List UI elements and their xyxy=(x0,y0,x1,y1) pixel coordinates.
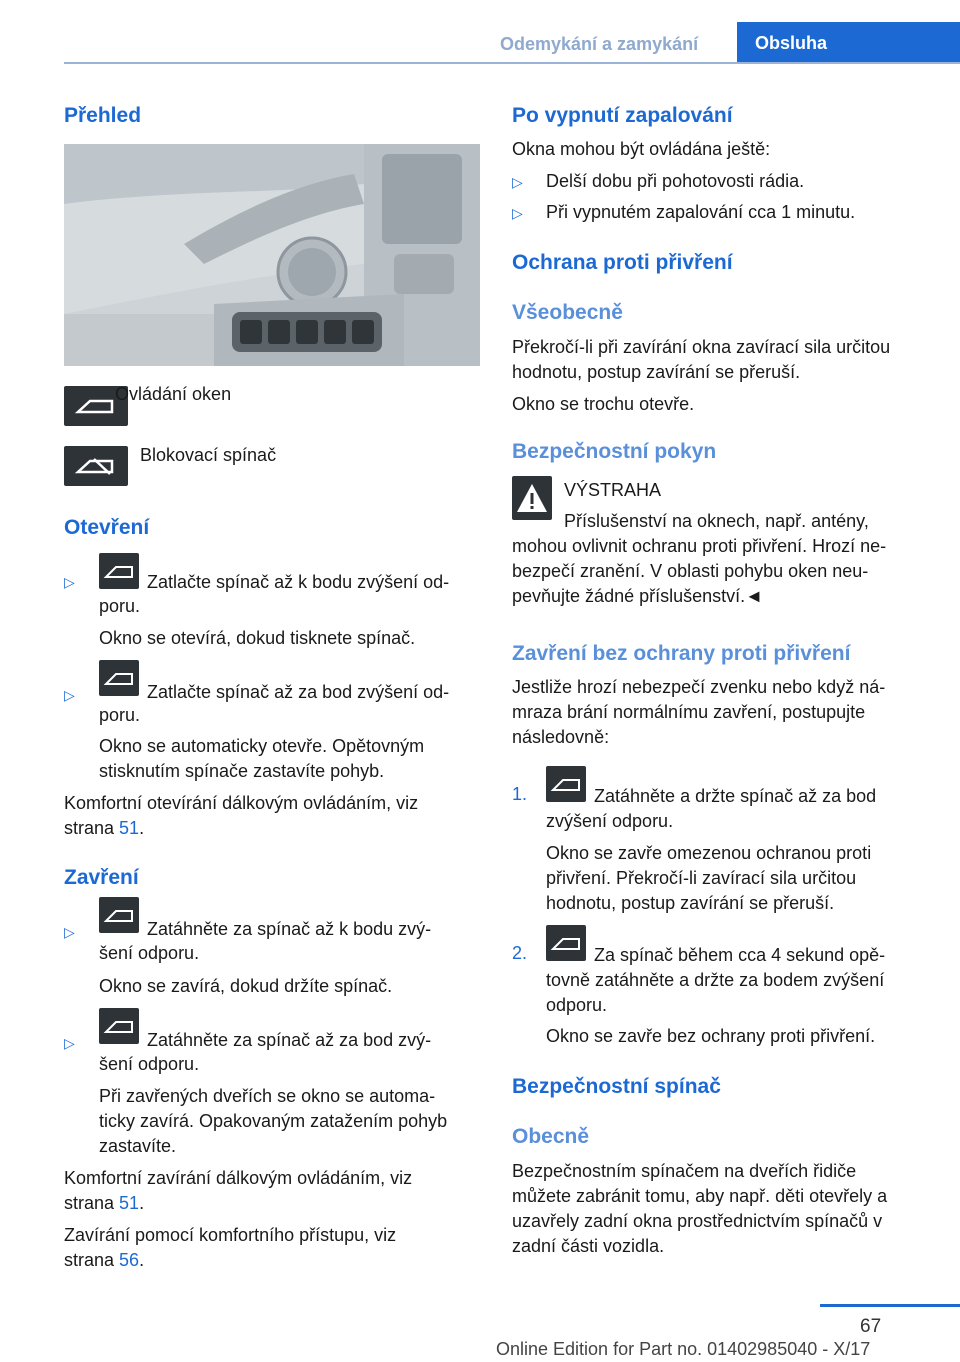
header-chapter-tab: Obsluha xyxy=(737,22,960,62)
step2-result: Okno se zavře bez ochrany proti přivření. xyxy=(546,1026,876,1046)
door-panel-photo xyxy=(64,144,480,366)
warning-text-4: pevňujte žádné příslušenství.◄ xyxy=(512,586,763,606)
page-ref-label: strana xyxy=(64,1193,115,1213)
heading-po-vypnuti: Po vypnutí zapalování xyxy=(512,104,733,127)
close-step2-result-3: zastavíte. xyxy=(99,1136,177,1156)
comfort-close-text: Komfortní zavírání dálkovým ovládáním, viz xyxy=(64,1168,413,1188)
vseobecne-text-1: Překročí-li při zavírání okna zavírací sila určitou xyxy=(512,337,891,357)
close-step2-result-1: Při zavřených dveřích se okno se automa- xyxy=(99,1086,436,1106)
header-rule xyxy=(64,62,960,64)
lockout-switch-icon xyxy=(64,446,128,486)
triangle-bullet-icon: ▷ xyxy=(512,205,523,221)
heading-otevreni: Otevření xyxy=(64,516,150,539)
close-step1-text-cont: šení odporu. xyxy=(99,943,200,963)
zavreni-bez-text-1: Jestliže hrozí nebezpečí zvenku nebo když ná- xyxy=(512,677,886,697)
close-step1-text: Zatáhněte za spínač až k bodu zvý- xyxy=(147,919,432,939)
step1-result-2: přivření. Překročí-li zavírací sila určitou xyxy=(546,868,857,888)
close-step2-text: Zatáhněte za spínač až za bod zvý- xyxy=(147,1030,432,1050)
comfort-access-ref: strana 56. xyxy=(64,1250,145,1270)
zavreni-bez-text-3: následovně: xyxy=(512,727,610,747)
page-link-51[interactable]: 51 xyxy=(119,818,140,838)
warning-text-1: Příslušenství na oknech, např. antény, xyxy=(564,511,869,531)
comfort-access-text: Zavírání pomocí komfortního přístupu, viz xyxy=(64,1225,397,1245)
open-step1-text-cont: poru. xyxy=(99,596,141,616)
comfort-open-ref: strana 51. xyxy=(64,818,145,838)
obecne-text-1: Bezpečnostním spínačem na dveřích řidiče xyxy=(512,1161,857,1181)
page-ref-label: strana xyxy=(64,1250,115,1270)
header-section-tab: Odemykání a zamykání xyxy=(500,34,699,54)
heading-zavreni: Zavření xyxy=(64,866,139,889)
step1-text: Zatáhněte a držte spínač až za bod xyxy=(594,786,877,806)
footer-edition: Online Edition for Part no. 01402985040 - X/17 xyxy=(496,1339,871,1359)
window-switch-icon xyxy=(99,553,139,589)
close-step1-result: Okno se zavírá, dokud držíte spínač. xyxy=(99,976,393,996)
window-switch-icon xyxy=(99,897,139,933)
triangle-bullet-icon: ▷ xyxy=(512,174,523,190)
comfort-open-text: Komfortní otevírání dálkovým ovládáním, viz xyxy=(64,793,419,813)
open-step1-result: Okno se otevírá, dokud tisknete spínač. xyxy=(99,628,416,648)
window-switch-icon xyxy=(99,1008,139,1044)
comfort-close-ref: strana 51. xyxy=(64,1193,145,1213)
warning-title: VÝSTRAHA xyxy=(564,480,662,500)
step2-text-cont-2: odporu. xyxy=(546,995,608,1015)
page-link-51[interactable]: 51 xyxy=(119,1193,140,1213)
po-vypnuti-bullet2: Při vypnutém zapalování cca 1 minutu. xyxy=(546,202,856,222)
triangle-bullet-icon: ▷ xyxy=(64,687,75,703)
warning-text-2: mohou ovlivnit ochranu proti přivření. Hrozí ne- xyxy=(512,536,887,556)
open-step1-text: Zatlačte spínač až k bodu zvýšení od- xyxy=(147,572,450,592)
legend-window-control: Ovládání oken xyxy=(115,384,232,404)
heading-prehled: Přehled xyxy=(64,104,142,127)
window-switch-icon xyxy=(546,766,586,802)
open-step2-result-1: Okno se automaticky otevře. Opětovným xyxy=(99,736,425,756)
step2-text: Za spínač během cca 4 sekund opě- xyxy=(594,945,886,965)
window-switch-icon xyxy=(99,660,139,696)
po-vypnuti-intro: Okna mohou být ovládána ještě: xyxy=(512,139,771,159)
heading-zavreni-bez: Zavření bez ochrany proti přivření xyxy=(512,642,851,665)
triangle-bullet-icon: ▷ xyxy=(64,1035,75,1051)
door-panel-illustration xyxy=(64,144,480,366)
obecne-text-2: můžete zabránit tomu, aby např. děti otevřely a xyxy=(512,1186,888,1206)
open-step2-result-2: stisknutím spínače zastavíte pohyb. xyxy=(99,761,385,781)
footer-rule xyxy=(820,1304,960,1307)
heading-vseobecne: Všeobecně xyxy=(512,301,623,324)
open-step2-text: Zatlačte spínač až za bod zvýšení od- xyxy=(147,682,450,702)
heading-ochrana: Ochrana proti přivření xyxy=(512,251,733,274)
step-number-1: 1. xyxy=(512,784,528,804)
triangle-bullet-icon: ▷ xyxy=(64,574,75,590)
step1-result-1: Okno se zavře omezenou ochranou proti xyxy=(546,843,872,863)
open-step2-text-cont: poru. xyxy=(99,705,141,725)
legend-lockout-switch: Blokovací spínač xyxy=(140,445,277,465)
window-switch-icon xyxy=(546,925,586,961)
vseobecne-text-3: Okno se trochu otevře. xyxy=(512,394,695,414)
heading-bezp-spinac: Bezpečnostní spínač xyxy=(512,1075,721,1098)
warning-text-3: bezpečí zranění. V oblasti pohybu oken neu- xyxy=(512,561,869,581)
page-link-56[interactable]: 56 xyxy=(119,1250,140,1270)
heading-obecne: Obecně xyxy=(512,1125,590,1148)
warning-triangle-icon xyxy=(512,476,552,520)
step1-text-cont: zvýšení odporu. xyxy=(546,811,674,831)
po-vypnuti-bullet1: Delší dobu při pohotovosti rádia. xyxy=(546,171,805,191)
close-step2-text-cont: šení odporu. xyxy=(99,1054,200,1074)
heading-bezp-pokyn: Bezpečnostní pokyn xyxy=(512,440,717,463)
page-number: 67 xyxy=(860,1316,882,1337)
close-step2-result-2: ticky zavírá. Opakovaným zatažením pohyb xyxy=(99,1111,448,1131)
triangle-bullet-icon: ▷ xyxy=(64,924,75,940)
page-ref-label: strana xyxy=(64,818,115,838)
obecne-text-4: zadní části vozidla. xyxy=(512,1236,665,1256)
step-number-2: 2. xyxy=(512,943,528,963)
obecne-text-3: uzavřely zadní okna prostřednictvím spínačů v xyxy=(512,1211,883,1231)
zavreni-bez-text-2: mraza brání normálnímu zavření, postupujte xyxy=(512,702,866,722)
step1-result-3: hodnotu, postup zavírání se přeruší. xyxy=(546,893,835,913)
step2-text-cont-1: tovně zatáhněte a držte za bodem zvýšení xyxy=(546,970,885,990)
vseobecne-text-2: hodnotu, postup zavírání se přeruší. xyxy=(512,362,801,382)
